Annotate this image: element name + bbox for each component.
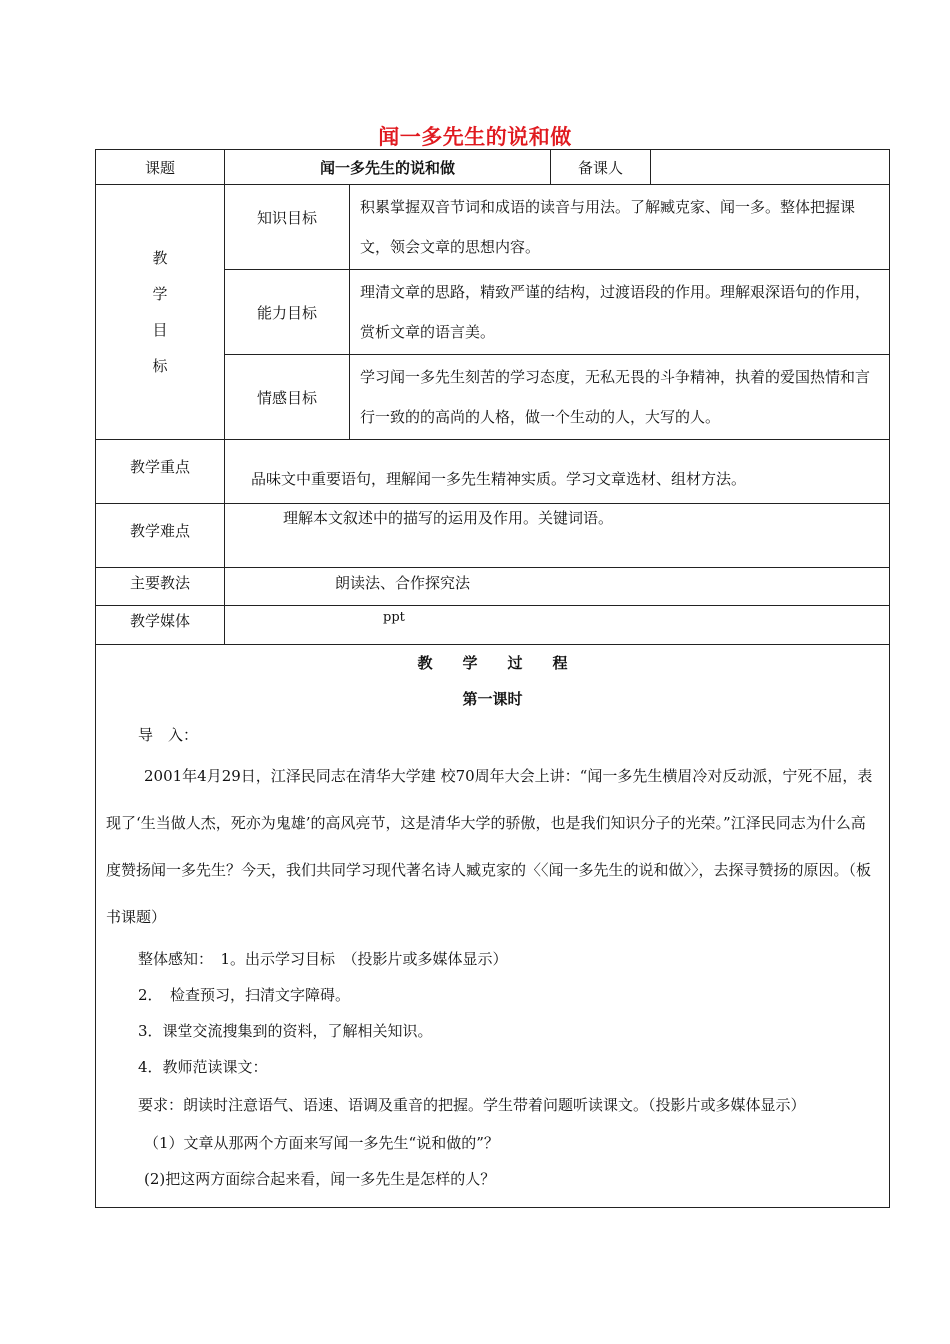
- preparer-label: 备课人: [551, 150, 651, 185]
- key-points-row: [96, 440, 890, 504]
- media-row: [96, 606, 890, 645]
- paragraph-step-2: 2． 检查预习，扫清文字障碍。: [138, 986, 351, 1004]
- teaching-process: [96, 645, 890, 1208]
- process-heading: 教 学 过 程: [417, 654, 568, 672]
- emotion-objective-label: 情感目标: [225, 355, 350, 440]
- media-text: ppt: [225, 606, 890, 645]
- question-2: (2)把这两方面综合起来看，闻一多先生是怎样的人？: [144, 1170, 496, 1188]
- objectives-char-1: 教: [152, 249, 168, 267]
- emotion-objective-text: 学习闻一多先生刻苦的学习态度，无私无畏的斗争精神，执着的爱国热情和言行一致的的高尚的人格，做一个生动的人，大写的人。: [350, 355, 890, 440]
- session-heading: 第一课时: [462, 690, 523, 708]
- methods-row: [96, 568, 890, 606]
- header-row: [96, 150, 890, 185]
- document-title: 闻一多先生的说和做: [378, 125, 572, 149]
- paragraph-step-3: 3．课堂交流搜集到的资料，了解相关知识。: [138, 1022, 433, 1040]
- objectives-char-2: 学: [152, 285, 168, 303]
- paragraph-overview: 整体感知： 1。出示学习目标 （投影片或多媒体显示）: [138, 950, 508, 968]
- objectives-group-label: [96, 185, 225, 440]
- ability-objective-label: 能力目标: [225, 270, 350, 355]
- paragraph-intro: 导 入：: [138, 726, 199, 744]
- topic-value: 闻一多先生的说和做: [225, 150, 551, 185]
- knowledge-objective-text: 积累掌握双音节词和成语的读音与用法。了解臧克家、闻一多。整体把握课文，领会文章的思想内容。: [350, 185, 890, 270]
- preparer-value: [651, 150, 890, 185]
- knowledge-objective-label: 知识目标: [225, 185, 350, 270]
- difficulties-text: 理解本文叙述中的描写的运用及作用。关键词语。: [225, 504, 890, 568]
- objectives-char-3: 目: [152, 321, 168, 339]
- question-1: （1）文章从那两个方面来写闻一多先生“说和做的”？: [144, 1134, 499, 1152]
- difficulties-label: 教学难点: [96, 504, 225, 568]
- key-points-label: 教学重点: [96, 440, 225, 504]
- lesson-plan-table: [95, 149, 890, 1208]
- methods-text: 朗读法、合作探究法: [225, 568, 890, 606]
- objective-row-knowledge: [96, 185, 890, 270]
- difficulties-row: [96, 504, 890, 568]
- paragraph-requirement: 要求：朗读时注意语气、语速、语调及重音的把握。学生带着问题听读课文。（投影片或多媒体显示）: [138, 1096, 806, 1114]
- topic-label: 课题: [96, 150, 225, 185]
- paragraph-step-4: 4．教师范读课文：: [138, 1058, 268, 1076]
- media-label: 教学媒体: [96, 606, 225, 645]
- key-points-text: 品味文中重要语句，理解闻一多先生精神实质。学习文章选材、组材方法。: [225, 440, 890, 504]
- methods-label: 主要教法: [96, 568, 225, 606]
- process-row: [96, 645, 890, 1208]
- objectives-char-4: 标: [152, 357, 168, 375]
- ability-objective-text: 理清文章的思路，精致严谨的结构，过渡语段的作用。理解艰深语句的作用，赏析文章的语言美。: [350, 270, 890, 355]
- paragraph-quote: 2001年4月29日，江泽民同志在清华大学建 校70周年大会上讲：“闻一多先生横眉冷对反动派，宁死不屈，表现了‘生当做人杰，死亦为鬼雄’的高风亮节，这是清华大学的骄傲，也是我们知识分子的光荣。”江泽民同志为什么高度赞扬闻一多先生？今天，我们共同学习现代著名诗人臧克家的〈〈闻一多先生的说和做〉〉，去探寻赞扬的原因。（板书课题）: [106, 767, 873, 926]
